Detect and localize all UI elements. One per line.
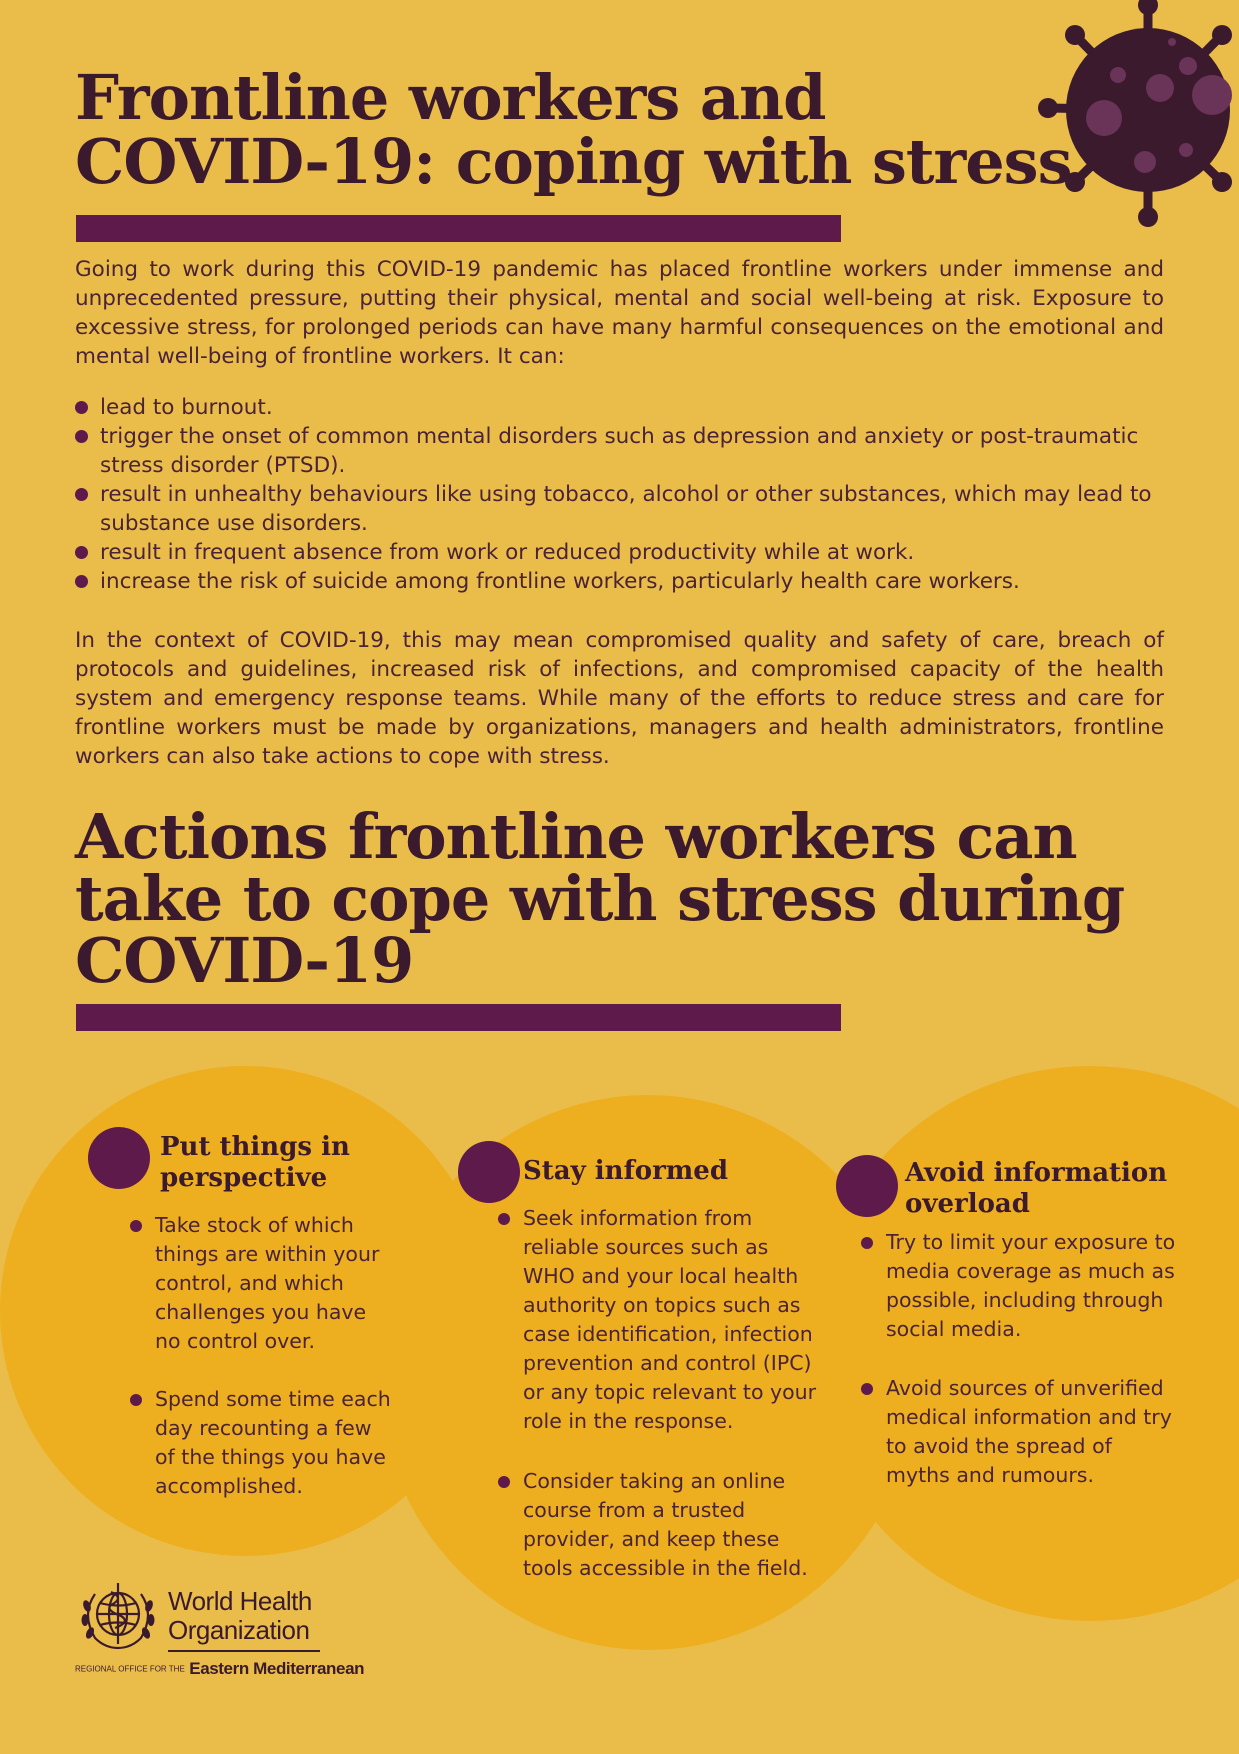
region-name: Eastern Mediterranean xyxy=(189,1659,365,1678)
bullet-icon xyxy=(75,575,88,588)
bullet-icon xyxy=(498,1476,510,1488)
column-marker-icon xyxy=(836,1155,898,1217)
column-title-overload: Avoid information overload xyxy=(905,1158,1168,1219)
column-title-informed: Stay informed xyxy=(523,1156,729,1186)
who-name-line2: Organization xyxy=(168,1615,310,1645)
list-item: Consider taking an online course from a trusted provider, and keep these tools accessible in the field. xyxy=(523,1467,813,1583)
list-item: increase the risk of suicide among frontline workers, particularly health care workers. xyxy=(75,567,1164,596)
bullet-icon xyxy=(75,488,88,501)
section-title: Actions frontline workers can take to cope with stress during COVID-19 xyxy=(75,800,1125,997)
list-item: Try to limit your exposure to media coverage as much as possible, including through social media. xyxy=(886,1228,1176,1344)
context-paragraph: In the context of COVID-19, this may mean compromised quality and safety of care, breach of protocols and guidelines, increased risk of infections, and compromised capacity of the health system and emergency response teams. While many of the efforts to reduce stress and care for frontline workers must be made by organizations, managers and health administrators, frontline workers can also take actions to cope with stress. xyxy=(75,628,1164,769)
bullet-icon xyxy=(498,1213,510,1225)
bullet-icon xyxy=(75,430,88,443)
harms-list xyxy=(75,393,1164,596)
column-title-perspective: Put things in perspective xyxy=(160,1132,350,1193)
bullet-icon xyxy=(130,1220,142,1232)
list-item: trigger the onset of common mental disorders such as depression and anxiety or post-traumatic stress disorder (PTSD). xyxy=(75,422,1164,480)
list-item: lead to burnout. xyxy=(75,393,1164,422)
list-item: Seek information from reliable sources such as WHO and your local health authority on topics such as case identification, infection prevention and control (IPC) or any topic relevant to your role in the response. xyxy=(523,1204,823,1436)
column-marker-icon xyxy=(458,1141,520,1203)
bullet-icon xyxy=(130,1394,142,1406)
list-item: Take stock of which things are within your control, and which challenges you have no control over. xyxy=(155,1211,395,1356)
list-item: Spend some time each day recounting a few of the things you have accomplished. xyxy=(155,1385,395,1501)
who-logo xyxy=(75,1575,365,1685)
intro-paragraph: Going to work during this COVID-19 pandemic has placed frontline workers under immense and unprecedented pressure, putting their physical, mental and social well-being at risk. Exposure to excessive stress, for prolonged periods can have many harmful consequences on the emotional and mental well-being of frontline workers. It can: xyxy=(75,257,1164,369)
page-title: Frontline workers and COVID-19: coping with stress xyxy=(75,61,1072,198)
who-emblem-icon xyxy=(75,1578,161,1654)
logo-divider xyxy=(168,1650,320,1652)
region-prefix: REGIONAL OFFICE FOR THE xyxy=(75,1664,185,1674)
list-item: Avoid sources of unverified medical information and try to avoid the spread of myths and rumours. xyxy=(886,1374,1176,1490)
bullet-icon xyxy=(75,546,88,559)
list-item: result in frequent absence from work or reduced productivity while at work. xyxy=(75,538,1164,567)
section-underline xyxy=(76,1004,841,1031)
bullet-icon xyxy=(861,1383,873,1395)
who-name-line1: World Health xyxy=(168,1586,312,1616)
bullet-icon xyxy=(861,1237,873,1249)
list-item: result in unhealthy behaviours like using tobacco, alcohol or other substances, which may lead to substance use disorders. xyxy=(75,480,1164,538)
column-marker-icon xyxy=(88,1127,150,1189)
bullet-icon xyxy=(75,401,88,414)
title-underline xyxy=(76,215,841,242)
